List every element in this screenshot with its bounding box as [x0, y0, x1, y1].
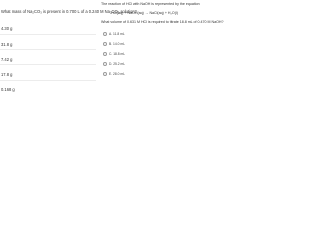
answer-option-2[interactable]: 31.8 g — [1, 42, 13, 47]
answer-choice-a[interactable] — [103, 31, 125, 37]
answer-choice-label: E. 28.0 mL — [109, 72, 125, 76]
answer-choice-label: C. 18.8 mL — [109, 52, 126, 56]
answer-choice-label: D. 25.2 mL — [109, 62, 126, 66]
option-divider — [0, 49, 96, 50]
answer-choice-c[interactable] — [103, 51, 125, 57]
radio-button[interactable] — [103, 72, 107, 76]
answer-choice-b[interactable] — [103, 41, 125, 47]
question-right-prompt: What volume of 0.631 M HCl is required to titrate 18.8 mL of 0.470 M NaOH? — [101, 20, 224, 24]
question-right-panel — [101, 0, 224, 93]
answer-choice-label: A. 11.8 mL — [109, 32, 125, 36]
answer-option-5[interactable]: 0.168 g — [1, 87, 15, 92]
answer-option-4[interactable]: 17.8 g — [1, 72, 13, 77]
radio-button[interactable] — [103, 42, 107, 46]
question-right-intro: The reaction of HCl with NaOH is represented by the equation — [101, 2, 200, 6]
answer-choice-d[interactable] — [103, 61, 125, 67]
answer-choice-e[interactable] — [103, 71, 125, 77]
radio-button[interactable] — [103, 52, 107, 56]
answer-choice-label: B. 14.0 mL — [109, 42, 125, 46]
answer-option-3[interactable]: 7.42 g — [1, 57, 13, 62]
radio-button[interactable] — [103, 32, 107, 36]
quiz-page — [0, 0, 224, 93]
answer-option-1[interactable]: 4.30 g — [1, 26, 13, 31]
reaction-equation: HCl(aq) + NaOH(aq) → NaCl(aq) + H₂O(l) — [111, 11, 178, 15]
option-divider — [0, 34, 96, 35]
radio-button[interactable] — [103, 62, 107, 66]
option-divider — [0, 80, 96, 81]
question-left-text: What mass of Na₂CO₃ is present in 0.700 L of a 0.240 M Na₂CO₃ solution? — [1, 9, 137, 14]
option-divider — [0, 64, 96, 65]
